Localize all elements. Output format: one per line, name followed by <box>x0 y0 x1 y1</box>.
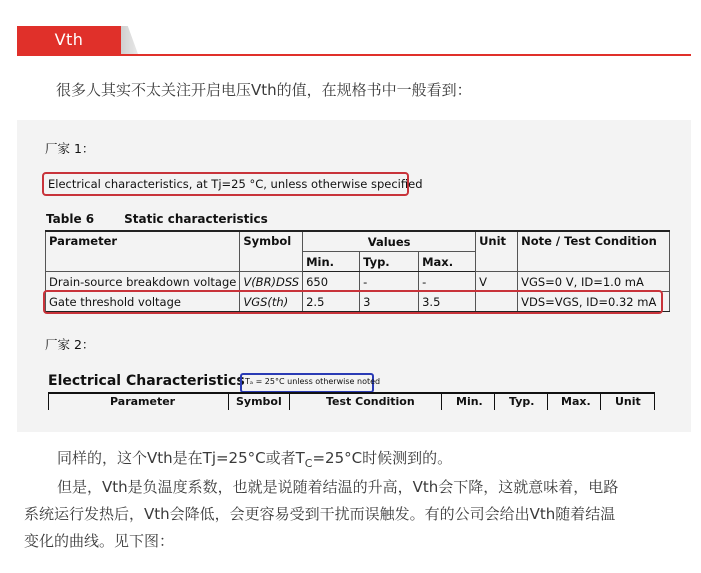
p2-subscript: C <box>304 457 313 470</box>
col-min: Min. <box>303 252 360 272</box>
cell-unit: V <box>476 272 518 292</box>
col-note: Note / Test Condition <box>518 231 670 272</box>
ec2-title: Electrical Characteristics <box>48 373 245 389</box>
header-tab-shadow <box>121 26 138 54</box>
ec2-col-separator <box>228 394 229 410</box>
table-number: Table 6 <box>46 212 95 226</box>
ec2-col-typ: Typ. <box>509 395 535 408</box>
p2-text-b: =25°C时候测到的。 <box>312 449 453 467</box>
ec2-table-top-rule <box>48 392 655 394</box>
ec2-col-parameter: Parameter <box>110 395 176 408</box>
col-symbol: Symbol <box>240 231 303 272</box>
ec2-col-max: Max. <box>561 395 591 408</box>
ec2-col-unit: Unit <box>615 395 641 408</box>
paragraph-measurement-condition <box>57 447 452 470</box>
ec2-condition-box <box>240 373 381 393</box>
cell-symbol: VGS(th) <box>240 292 303 312</box>
cell-parameter: Drain-source breakdown voltage <box>46 272 240 292</box>
paragraph-line-1: 但是，Vth是负温度系数，也就是说随着结温的升高，Vth会下降，这就意味着，电路 <box>57 478 619 496</box>
ec2-col-separator <box>547 394 548 410</box>
ec2-col-min: Min. <box>456 395 483 408</box>
col-parameter: Parameter <box>46 231 240 272</box>
cell-note: VGS=0 V, ID=1.0 mA <box>518 272 670 292</box>
col-values: Values <box>303 231 476 252</box>
ec2-col-test-condition: Test Condition <box>326 395 415 408</box>
ec-condition-text: Electrical characteristics, at Tj=25 °C, unless otherwise specified <box>48 177 423 191</box>
cell-note: VDS=VGS, ID=0.32 mA <box>518 292 670 312</box>
cell-parameter: Gate threshold voltage <box>46 292 240 312</box>
cell-min: 650 <box>303 272 360 292</box>
section-header <box>17 26 691 58</box>
table-header-row <box>46 231 670 252</box>
manufacturer-2-label: 厂家 2： <box>45 337 95 352</box>
table-title: Static characteristics <box>124 212 268 226</box>
ec2-col-separator <box>600 394 601 410</box>
ec2-col-separator <box>48 394 49 410</box>
col-max: Max. <box>419 252 476 272</box>
cell-max: - <box>419 272 476 292</box>
table-row <box>46 272 670 292</box>
cell-min: 2.5 <box>303 292 360 312</box>
cell-symbol: V(BR)DSS <box>240 272 303 292</box>
section-title: Vth <box>17 26 121 54</box>
cell-typ: - <box>360 272 419 292</box>
cell-typ: 3 <box>360 292 419 312</box>
paragraph-line-2: 系统运行发热后，Vth会降低，会更容易受到干扰而误触发。有的公司会给出Vth随着结温 <box>24 505 616 523</box>
ec2-col-symbol: Symbol <box>236 395 282 408</box>
p2-text-a: 同样的，这个Vth是在Tj=25°C或者T <box>57 449 305 467</box>
gate-threshold-highlight <box>43 290 663 314</box>
intro-paragraph: 很多人其实不太关注开启电压Vth的值，在规格书中一般看到： <box>56 81 472 99</box>
cell-max: 3.5 <box>419 292 476 312</box>
paragraph-line-3: 变化的曲线。见下图： <box>24 532 175 550</box>
manufacturer-1-label: 厂家 1： <box>45 141 95 156</box>
header-underline <box>17 54 691 56</box>
ec2-condition-text: Tₐ = 25°C unless otherwise noted <box>245 377 381 386</box>
ec2-col-separator <box>654 394 655 410</box>
ec2-col-separator <box>441 394 442 410</box>
ec2-col-separator <box>494 394 495 410</box>
table-caption <box>46 212 268 226</box>
ec2-col-separator <box>289 394 290 410</box>
col-typ: Typ. <box>360 252 419 272</box>
col-unit: Unit <box>476 231 518 272</box>
ec-condition-box <box>42 172 423 196</box>
